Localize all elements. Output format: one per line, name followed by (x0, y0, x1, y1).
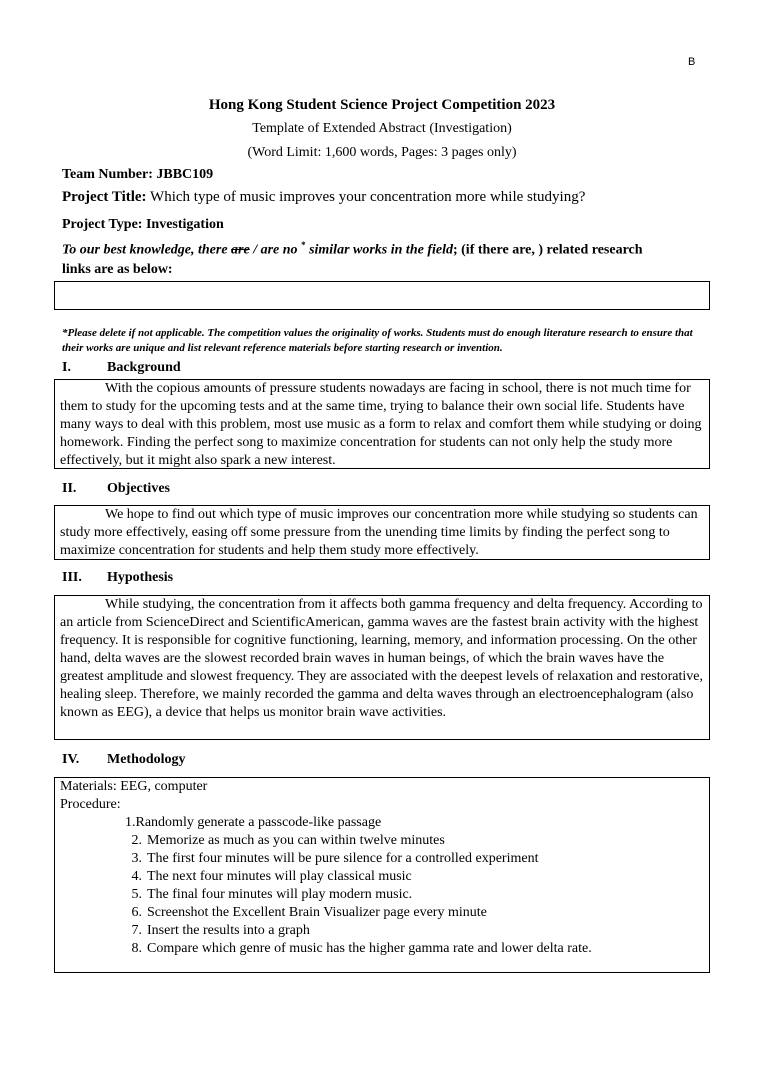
word-limit-note: (Word Limit: 1,600 words, Pages: 3 pages only) (247, 145, 517, 160)
methodology-box (54, 777, 710, 973)
team-number-label: Team Number: (62, 167, 153, 182)
page-title: Hong Kong Student Science Project Competition 2023 (208, 97, 556, 113)
procedure-step (55, 904, 709, 922)
knowledge-suffix: similar works in the field (305, 242, 453, 258)
knowledge-struck-option: are (231, 242, 250, 258)
knowledge-statement (62, 240, 712, 259)
knowledge-prefix: To our best knowledge, there (62, 242, 232, 258)
step-number: 1. (125, 815, 136, 830)
hypothesis-number: III. (62, 570, 82, 585)
step-number: 4. (131, 869, 142, 884)
knowledge-middle: / are no (249, 242, 302, 258)
background-heading (62, 360, 362, 378)
step-text: Screenshot the Excellent Brain Visualizer page every minute (147, 905, 487, 920)
methodology-number: IV. (62, 752, 80, 767)
project-title-label: Project Title: (62, 189, 147, 205)
hypothesis-heading (62, 570, 362, 588)
project-type-line (62, 217, 224, 233)
step-text: The first four minutes will be pure silence for a controlled experiment (147, 851, 539, 866)
hypothesis-label: Hypothesis (107, 570, 174, 585)
background-box (54, 379, 710, 469)
team-number-value: JBBC109 (156, 167, 214, 182)
objectives-number: II. (62, 481, 77, 496)
team-number-line (62, 167, 213, 183)
project-title-line (62, 189, 585, 206)
asterisk-mark: * (301, 240, 306, 250)
procedure-step (55, 886, 709, 904)
step-number: 2. (131, 833, 142, 848)
step-number: 7. (131, 923, 142, 938)
objectives-label: Objectives (107, 481, 170, 496)
project-type-value: Investigation (145, 217, 224, 232)
hypothesis-text: While studying, the concentration from it affects both gamma frequency and delta frequency. According to an article from ScienceDirect and ScientificAmerican, gamma waves are the fastest brain activity with the highest frequency. It is responsible for cognitive functioning, learning, memory, and information processing. On the other hand, delta waves are the slowest recorded brain waves in human beings, of which the brain waves have the greatest amplitude and slowest frequency. They are associated with the deepest levels of relaxation and restorative, healing sleep. Therefore, we mainly recorded the gamma and delta waves through an electroencephalogram (also known as EEG), a device that helps us monitor brain wave activities. (60, 597, 703, 720)
procedure-step (55, 868, 709, 886)
template-subtitle: Template of Extended Abstract (Investigation) (252, 121, 512, 136)
step-text: Memorize as much as you can within twelve minutes (147, 833, 445, 848)
procedure-step (55, 940, 709, 958)
step-text: Compare which genre of music has the higher gamma rate and lower delta rate. (147, 941, 592, 956)
methodology-label: Methodology (107, 752, 186, 767)
step-number: 8. (131, 941, 142, 956)
step-text: The final four minutes will play modern music. (147, 887, 413, 902)
page-corner-label: B (688, 56, 696, 68)
procedure-step (55, 850, 709, 868)
materials-line: Materials: EEG, computer (60, 779, 208, 794)
background-label: Background (107, 360, 181, 375)
step-number: 5. (131, 887, 142, 902)
objectives-box (54, 505, 710, 560)
step-text: Insert the results into a graph (147, 923, 310, 938)
procedure-step (55, 832, 709, 850)
originality-note: *Please delete if not applicable. The competition values the originality of works. Students must do enough literature research to ensure that their works are unique and list relevant reference materials before starting research or invention. (62, 327, 693, 354)
hypothesis-box (54, 595, 710, 740)
background-text: With the copious amounts of pressure students nowadays are facing in school, there is not much time for them to study for the upcoming tests and at the same time, trying to balance their own social life. Students have many ways to deal with this problem, most use music as a form to relax and comfort them while studying or doing homework. Finding the perfect song to maximize concentration for students can not only help the study more effectively, but it might also spark a new interest. (60, 381, 702, 468)
project-type-label: Project Type: (62, 217, 143, 232)
background-number: I. (62, 360, 71, 375)
knowledge-line-2: links are as below: (62, 262, 173, 277)
objectives-heading (62, 481, 362, 499)
methodology-heading (62, 752, 362, 770)
project-title-value: Which type of music improves your concentration more while studying? (150, 189, 586, 205)
objectives-text: We hope to find out which type of music improves our concentration more while studying so students can study more effectively, easing off some pressure from the unending time limits by finding the perfect song to maximize concentration for students and help them study more effectively. (60, 507, 698, 558)
related-links-box (54, 281, 710, 310)
procedure-step (55, 814, 709, 832)
step-text: Randomly generate a passcode-like passage (135, 815, 382, 830)
knowledge-tail: ; (if there are, ) related research (452, 242, 643, 258)
step-text: The next four minutes will play classical music (147, 869, 412, 884)
step-number: 3. (131, 851, 142, 866)
procedure-label: Procedure: (60, 797, 121, 812)
step-number: 6. (131, 905, 142, 920)
procedure-list (55, 814, 709, 958)
procedure-step (55, 922, 709, 940)
